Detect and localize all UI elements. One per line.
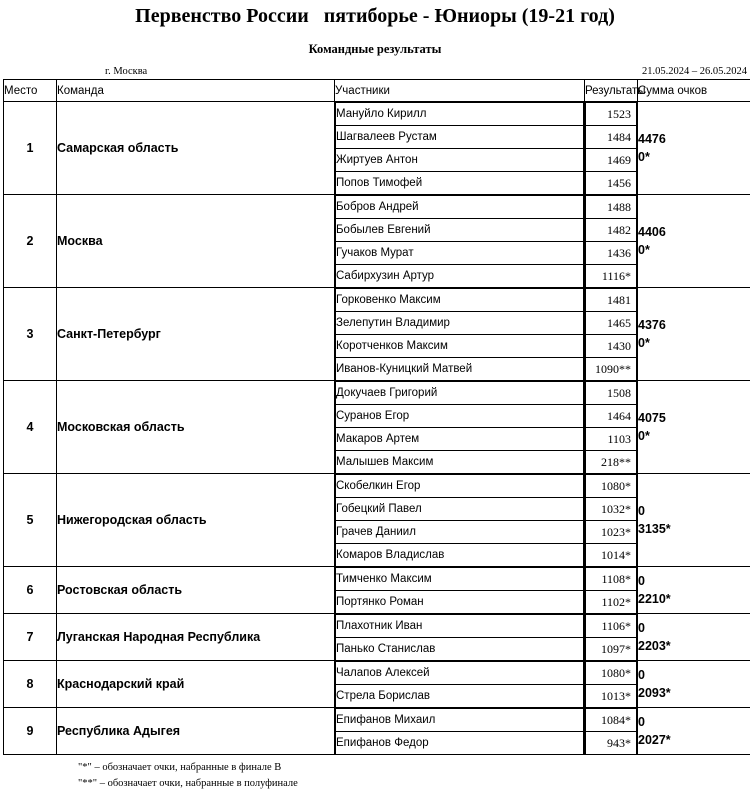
result-row xyxy=(586,289,637,312)
participant-name: Коротченков Максим xyxy=(336,335,584,358)
total-points-secondary: 2203* xyxy=(638,637,750,655)
total-points-secondary: 0* xyxy=(638,427,750,445)
result-row xyxy=(586,475,637,498)
participant-result: 1464 xyxy=(586,405,637,428)
participant-row xyxy=(336,451,584,474)
participant-row xyxy=(336,335,584,358)
cell-team-name: Московская область xyxy=(57,381,335,474)
participant-name: Жиртуев Антон xyxy=(336,149,584,172)
participant-result: 1456 xyxy=(586,172,637,195)
participant-name: Епифанов Михаил xyxy=(336,709,584,732)
cell-total-points xyxy=(638,661,750,708)
cell-results xyxy=(585,614,638,661)
participant-row xyxy=(336,732,584,755)
participant-result: 1465 xyxy=(586,312,637,335)
cell-total-points xyxy=(638,381,750,474)
table-row xyxy=(4,661,750,708)
result-row xyxy=(586,219,637,242)
cell-place: 2 xyxy=(4,195,57,288)
participant-name: Попов Тимофей xyxy=(336,172,584,195)
result-row xyxy=(586,172,637,195)
participant-result: 1102* xyxy=(586,591,637,614)
result-row xyxy=(586,335,637,358)
participant-name: Горковенко Максим xyxy=(336,289,584,312)
participant-result: 1023* xyxy=(586,521,637,544)
participant-result: 1084* xyxy=(586,709,637,732)
result-row xyxy=(586,498,637,521)
cell-place: 6 xyxy=(4,567,57,614)
participant-row xyxy=(336,544,584,567)
cell-results xyxy=(585,567,638,614)
table-row xyxy=(4,195,750,288)
footnotes xyxy=(78,760,750,793)
cell-results xyxy=(585,195,638,288)
table-row xyxy=(4,614,750,661)
team-results-table xyxy=(3,79,750,755)
table-row xyxy=(4,474,750,567)
cell-place: 1 xyxy=(4,102,57,195)
results-document xyxy=(0,5,750,679)
participant-name: Малышев Максим xyxy=(336,451,584,474)
participant-name: Докучаев Григорий xyxy=(336,382,584,405)
cell-team-name: Республика Адыгея xyxy=(57,708,335,755)
participant-name: Плахотник Иван xyxy=(336,615,584,638)
participant-row xyxy=(336,126,584,149)
participant-row xyxy=(336,382,584,405)
participant-name: Скобелкин Егор xyxy=(336,475,584,498)
total-points-secondary: 0* xyxy=(638,148,750,166)
participant-result: 1436 xyxy=(586,242,637,265)
result-row xyxy=(586,149,637,172)
cell-total-points xyxy=(638,288,750,381)
result-row xyxy=(586,591,637,614)
participant-row xyxy=(336,475,584,498)
total-points-primary: 0 xyxy=(638,666,750,684)
table-header xyxy=(4,80,750,102)
table-row xyxy=(4,567,750,614)
participant-result: 1090** xyxy=(586,358,637,381)
cell-participants xyxy=(335,614,585,661)
table-row xyxy=(4,381,750,474)
cell-participants xyxy=(335,661,585,708)
total-points-primary: 0 xyxy=(638,502,750,520)
participant-name: Панько Станислав xyxy=(336,638,584,661)
participant-name: Иванов-Куницкий Матвей xyxy=(336,358,584,381)
cell-team-name: Самарская область xyxy=(57,102,335,195)
event-city: г. Москва xyxy=(105,66,147,77)
participant-result: 1430 xyxy=(586,335,637,358)
cell-results xyxy=(585,474,638,567)
participant-name: Макаров Артем xyxy=(336,428,584,451)
column-header-results: Результаты xyxy=(585,80,638,102)
participant-result: 943* xyxy=(586,732,637,755)
total-points-secondary: 0* xyxy=(638,334,750,352)
result-row xyxy=(586,568,637,591)
result-row xyxy=(586,451,637,474)
participant-name: Шагвалеев Рустам xyxy=(336,126,584,149)
participant-row xyxy=(336,615,584,638)
result-row xyxy=(586,521,637,544)
participant-result: 1013* xyxy=(586,685,637,708)
participant-result: 1080* xyxy=(586,475,637,498)
table-row xyxy=(4,288,750,381)
cell-place: 5 xyxy=(4,474,57,567)
participant-row xyxy=(336,312,584,335)
participant-row xyxy=(336,521,584,544)
participant-name: Мануйло Кирилл xyxy=(336,103,584,126)
participant-row xyxy=(336,685,584,708)
result-row xyxy=(586,428,637,451)
result-row xyxy=(586,615,637,638)
cell-place: 9 xyxy=(4,708,57,755)
participant-name: Гобецкий Павел xyxy=(336,498,584,521)
participant-name: Грачев Даниил xyxy=(336,521,584,544)
cell-total-points xyxy=(638,567,750,614)
cell-team-name: Луганская Народная Республика xyxy=(57,614,335,661)
participant-row xyxy=(336,428,584,451)
page-subtitle: Командные результаты xyxy=(0,42,750,57)
result-row xyxy=(586,358,637,381)
cell-results xyxy=(585,708,638,755)
participant-row xyxy=(336,638,584,661)
result-row xyxy=(586,126,637,149)
total-points-primary: 4406 xyxy=(638,223,750,241)
footnote-text: "*" – обозначает очки, набранные в финале B xyxy=(78,760,750,776)
participant-name: Бобылев Евгений xyxy=(336,219,584,242)
participant-result: 1484 xyxy=(586,126,637,149)
page-title: Первенство России пятиборье - Юниоры (19-21 год) xyxy=(0,5,750,28)
total-points-primary: 0 xyxy=(638,619,750,637)
total-points-primary: 4476 xyxy=(638,130,750,148)
result-row xyxy=(586,312,637,335)
result-row xyxy=(586,405,637,428)
cell-results xyxy=(585,102,638,195)
participant-result: 1482 xyxy=(586,219,637,242)
cell-place: 4 xyxy=(4,381,57,474)
event-meta xyxy=(0,66,750,77)
participant-result: 1080* xyxy=(586,662,637,685)
participant-row xyxy=(336,149,584,172)
cell-total-points xyxy=(638,102,750,195)
cell-participants xyxy=(335,288,585,381)
result-row xyxy=(586,382,637,405)
result-row xyxy=(586,685,637,708)
total-points-primary: 4075 xyxy=(638,409,750,427)
cell-total-points xyxy=(638,474,750,567)
participant-name: Комаров Владислав xyxy=(336,544,584,567)
participant-result: 1097* xyxy=(586,638,637,661)
column-header-place: Место xyxy=(4,80,57,102)
participant-result: 1103 xyxy=(586,428,637,451)
participant-result: 1508 xyxy=(586,382,637,405)
cell-participants xyxy=(335,102,585,195)
column-header-participants: Участники xyxy=(335,80,585,102)
result-row xyxy=(586,638,637,661)
cell-participants xyxy=(335,708,585,755)
participant-name: Стрела Борислав xyxy=(336,685,584,708)
result-row xyxy=(586,103,637,126)
participant-name: Суранов Егор xyxy=(336,405,584,428)
table-row xyxy=(4,102,750,195)
participant-row xyxy=(336,358,584,381)
cell-team-name: Нижегородская область xyxy=(57,474,335,567)
participant-row xyxy=(336,289,584,312)
cell-participants xyxy=(335,381,585,474)
participant-result: 1481 xyxy=(586,289,637,312)
participant-row xyxy=(336,219,584,242)
result-row xyxy=(586,544,637,567)
participant-result: 1469 xyxy=(586,149,637,172)
participant-result: 1523 xyxy=(586,103,637,126)
result-row xyxy=(586,265,637,288)
cell-results xyxy=(585,661,638,708)
participant-result: 1014* xyxy=(586,544,637,567)
participant-name: Тимченко Максим xyxy=(336,568,584,591)
table-header-row xyxy=(4,80,750,102)
participant-row xyxy=(336,103,584,126)
participant-row xyxy=(336,265,584,288)
cell-participants xyxy=(335,567,585,614)
participant-row xyxy=(336,242,584,265)
cell-place: 7 xyxy=(4,614,57,661)
participant-name: Портянко Роман xyxy=(336,591,584,614)
participant-result: 1106* xyxy=(586,615,637,638)
participant-row xyxy=(336,568,584,591)
cell-total-points xyxy=(638,614,750,661)
result-row xyxy=(586,732,637,755)
cell-team-name: Санкт-Петербург xyxy=(57,288,335,381)
cell-results xyxy=(585,381,638,474)
participant-row xyxy=(336,662,584,685)
participant-row xyxy=(336,172,584,195)
table-body xyxy=(4,102,750,755)
cell-team-name: Краснодарский край xyxy=(57,661,335,708)
column-header-total: Сумма очков xyxy=(638,80,750,102)
result-row xyxy=(586,242,637,265)
participant-result: 1108* xyxy=(586,568,637,591)
participant-name: Сабирхузин Артур xyxy=(336,265,584,288)
footnote-text: "**" – обозначает очки, набранные в полуфинале xyxy=(78,776,750,792)
cell-total-points xyxy=(638,708,750,755)
total-points-primary: 0 xyxy=(638,713,750,731)
participant-result: 1488 xyxy=(586,196,637,219)
total-points-primary: 4376 xyxy=(638,316,750,334)
participant-result: 1032* xyxy=(586,498,637,521)
cell-team-name: Ростовская область xyxy=(57,567,335,614)
cell-place: 3 xyxy=(4,288,57,381)
cell-team-name: Москва xyxy=(57,195,335,288)
participant-name: Зелепутин Владимир xyxy=(336,312,584,335)
cell-participants xyxy=(335,474,585,567)
cell-participants xyxy=(335,195,585,288)
participant-name: Гучаков Мурат xyxy=(336,242,584,265)
table-row xyxy=(4,708,750,755)
participant-row xyxy=(336,405,584,428)
result-row xyxy=(586,196,637,219)
event-dates: 21.05.2024 – 26.05.2024 xyxy=(642,66,747,77)
cell-results xyxy=(585,288,638,381)
total-points-secondary: 2093* xyxy=(638,684,750,702)
total-points-secondary: 2210* xyxy=(638,590,750,608)
result-row xyxy=(586,662,637,685)
participant-name: Епифанов Федор xyxy=(336,732,584,755)
total-points-primary: 0 xyxy=(638,572,750,590)
participant-result: 218** xyxy=(586,451,637,474)
participant-name: Бобров Андрей xyxy=(336,196,584,219)
participant-row xyxy=(336,498,584,521)
participant-row xyxy=(336,591,584,614)
total-points-secondary: 3135* xyxy=(638,520,750,538)
column-header-team: Команда xyxy=(57,80,335,102)
participant-row xyxy=(336,709,584,732)
cell-total-points xyxy=(638,195,750,288)
total-points-secondary: 2027* xyxy=(638,731,750,749)
participant-name: Чалапов Алексей xyxy=(336,662,584,685)
result-row xyxy=(586,709,637,732)
participant-row xyxy=(336,196,584,219)
cell-place: 8 xyxy=(4,661,57,708)
total-points-secondary: 0* xyxy=(638,241,750,259)
participant-result: 1116* xyxy=(586,265,637,288)
